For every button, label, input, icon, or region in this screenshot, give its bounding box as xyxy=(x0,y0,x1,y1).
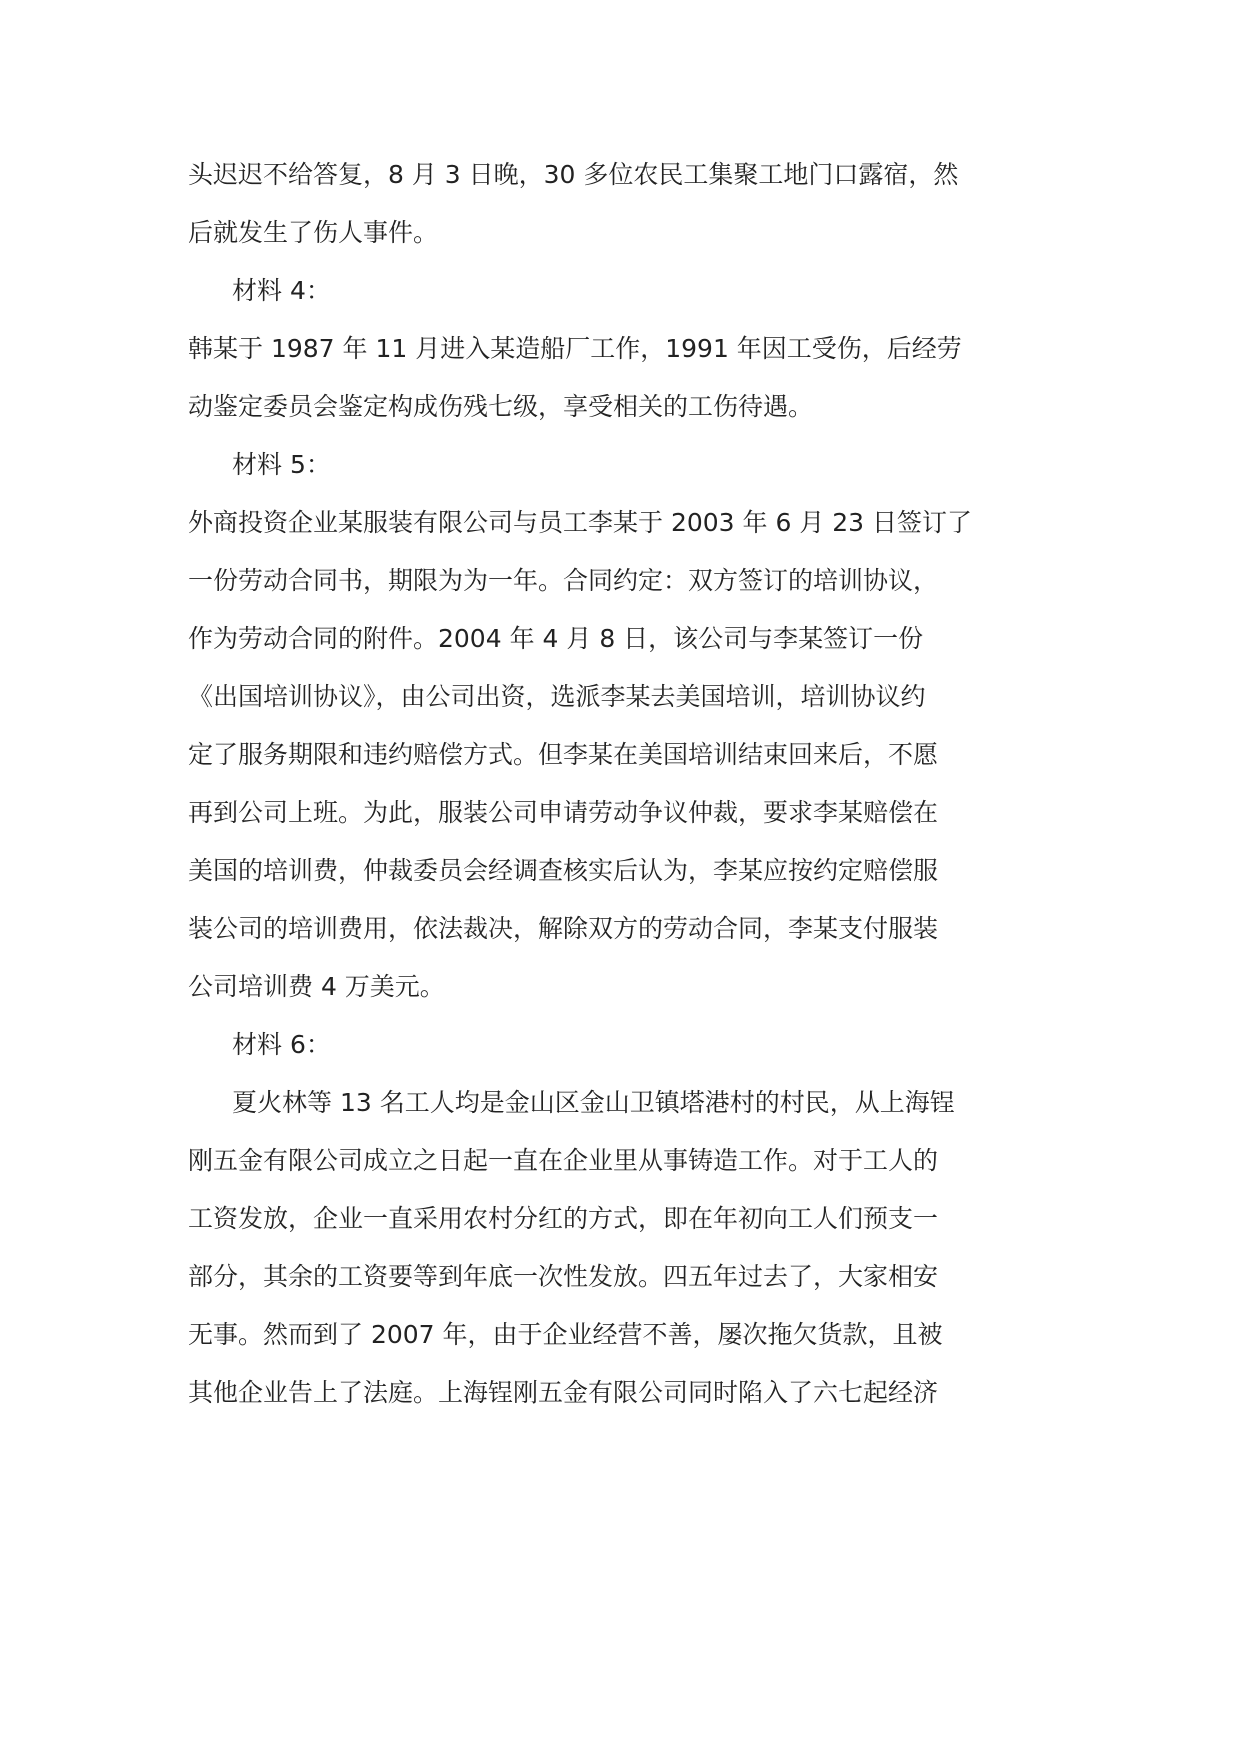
section-heading: 材料 5： xyxy=(232,450,331,479)
text-line: 夏火林等 13 名工人均是金山区金山卫镇塔港村的村民，从上海锃 xyxy=(232,1088,955,1117)
section-heading: 材料 4： xyxy=(232,276,331,305)
section-heading: 材料 6： xyxy=(232,1030,331,1059)
text-line: 定了服务期限和违约赔偿方式。但李某在美国培训结束回来后，不愿 xyxy=(188,740,939,769)
text-line: 工资发放，企业一直采用农村分红的方式，即在年初向工人们预支一 xyxy=(188,1204,939,1233)
text-line: 再到公司上班。为此，服装公司申请劳动争议仲裁，要求李某赔偿在 xyxy=(188,798,939,827)
text-line: 后就发生了伤人事件。 xyxy=(188,218,439,247)
text-line: 刚五金有限公司成立之日起一直在企业里从事铸造工作。对于工人的 xyxy=(188,1146,939,1175)
text-line: 装公司的培训费用，依法裁决，解除双方的劳动合同，李某支付服装 xyxy=(188,914,939,943)
text-line: 《出国培训协议》，由公司出资，选派李某去美国培训，培训协议约 xyxy=(188,682,926,711)
text-line: 部分，其余的工资要等到年底一次性发放。四五年过去了，大家相安 xyxy=(188,1262,939,1291)
text-line: 一份劳动合同书，期限为为一年。合同约定：双方签订的培训协议， xyxy=(188,566,939,595)
text-line: 韩某于 1987 年 11 月进入某造船厂工作，1991 年因工受伤，后经劳 xyxy=(188,334,962,363)
text-line: 美国的培训费，仲裁委员会经调查核实后认为，李某应按约定赔偿服 xyxy=(188,856,939,885)
text-line: 其他企业告上了法庭。上海锃刚五金有限公司同时陷入了六七起经济 xyxy=(188,1378,939,1407)
text-line: 动鉴定委员会鉴定构成伤残七级，享受相关的工伤待遇。 xyxy=(188,392,814,421)
text-line: 头迟迟不给答复，8 月 3 日晚，30 多位农民工集聚工地门口露宿，然 xyxy=(188,160,959,189)
text-line: 作为劳动合同的附件。2004 年 4 月 8 日，该公司与李某签订一份 xyxy=(188,624,924,653)
text-line: 外商投资企业某服装有限公司与员工李某于 2003 年 6 月 23 日签订了 xyxy=(188,508,973,537)
text-line: 公司培训费 4 万美元。 xyxy=(188,972,445,1001)
text-line: 无事。然而到了 2007 年，由于企业经营不善，屡次拖欠货款，且被 xyxy=(188,1320,943,1349)
